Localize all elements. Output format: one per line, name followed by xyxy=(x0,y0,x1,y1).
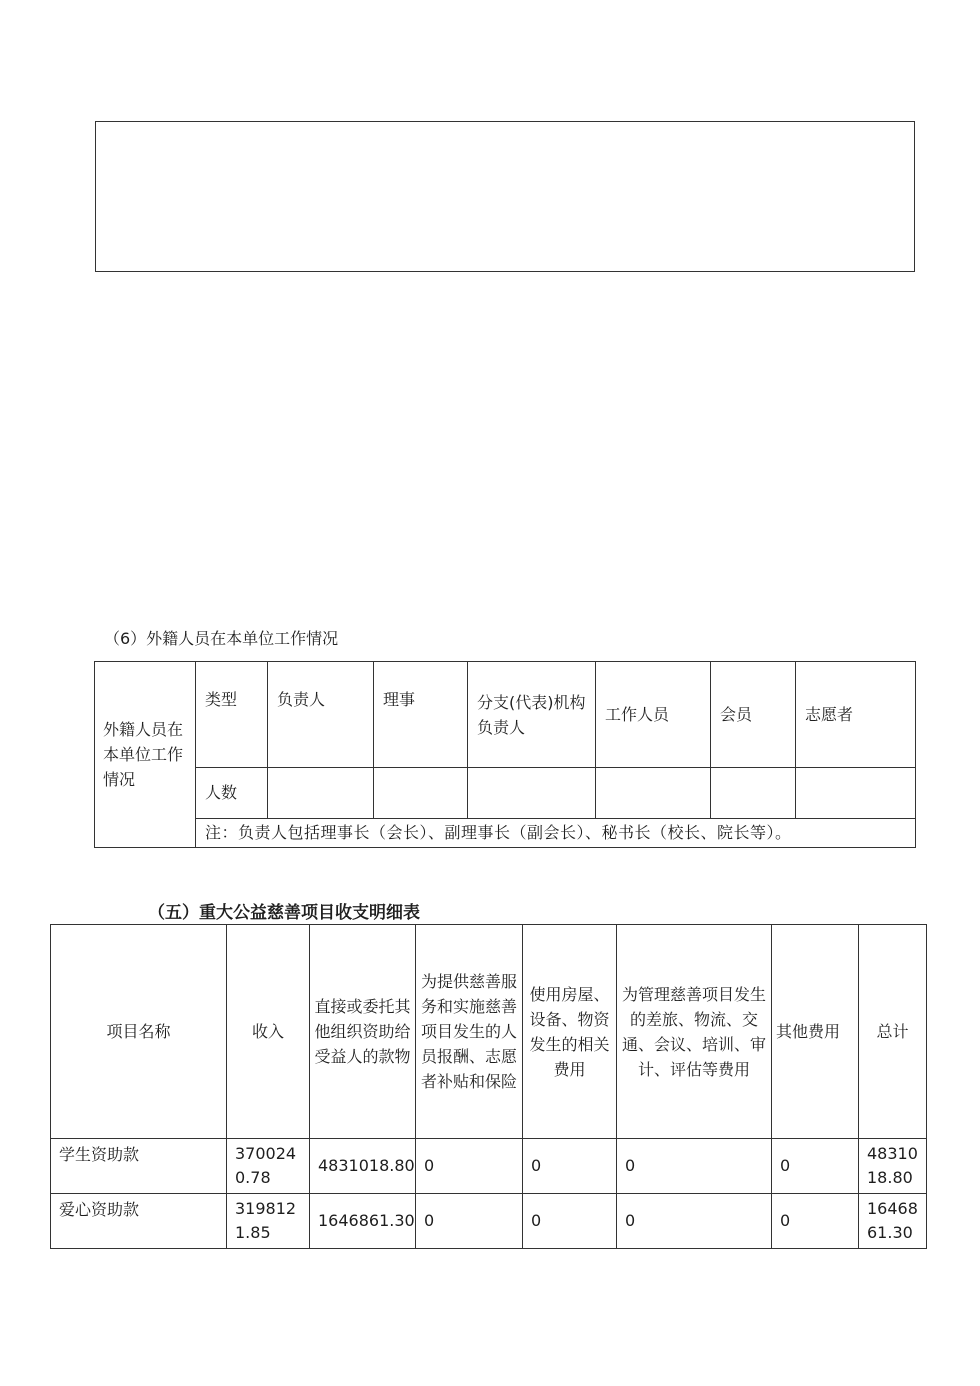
income-cell: 3198121.85 xyxy=(227,1194,310,1249)
table-row xyxy=(95,819,916,848)
table-row xyxy=(95,662,916,768)
count-cell xyxy=(468,768,596,819)
table-row xyxy=(51,1194,927,1249)
foreign-staff-table xyxy=(94,661,916,848)
other-cost-cell: 0 xyxy=(772,1194,859,1249)
note-text: 注：负责人包括理事长（会长）、副理事长（副会长）、秘书长（校长、院长等）。 xyxy=(196,819,916,848)
charity-project-table xyxy=(50,924,927,1249)
other-cost-cell: 0 xyxy=(772,1139,859,1194)
count-cell xyxy=(796,768,916,819)
facility-cost-cell: 0 xyxy=(523,1194,617,1249)
header-cell: 负责人 xyxy=(268,662,374,768)
direct-aid-cell: 1646861.30 xyxy=(310,1194,416,1249)
header-cell: 类型 xyxy=(196,662,268,768)
table-row xyxy=(95,768,916,819)
section-5-caption: （五）重大公益慈善项目收支明细表 xyxy=(148,903,420,923)
header-cell: 为管理慈善项目发生的差旅、物流、交通、会议、培训、审计、评估等费用 xyxy=(617,925,772,1139)
total-cell: 4831018.80 xyxy=(859,1139,927,1194)
section-6-caption: （6）外籍人员在本单位工作情况 xyxy=(104,629,339,648)
management-cost-cell: 0 xyxy=(617,1139,772,1194)
table-row xyxy=(51,925,927,1139)
header-cell: 理事 xyxy=(374,662,468,768)
header-cell: 直接或委托其他组织资助给受益人的款物 xyxy=(310,925,416,1139)
count-label: 人数 xyxy=(196,768,268,819)
personnel-cost-cell: 0 xyxy=(416,1139,523,1194)
personnel-cost-cell: 0 xyxy=(416,1194,523,1249)
header-cell: 工作人员 xyxy=(596,662,711,768)
count-cell xyxy=(268,768,374,819)
count-cell xyxy=(596,768,711,819)
header-cell: 项目名称 xyxy=(51,925,227,1139)
facility-cost-cell: 0 xyxy=(523,1139,617,1194)
empty-text-box xyxy=(95,121,915,272)
project-name: 爱心资助款 xyxy=(51,1194,227,1249)
header-cell: 总计 xyxy=(859,925,927,1139)
row-label: 外籍人员在本单位工作情况 xyxy=(95,662,196,848)
table-row xyxy=(51,1139,927,1194)
income-cell: 3700240.78 xyxy=(227,1139,310,1194)
total-cell: 1646861.30 xyxy=(859,1194,927,1249)
count-cell xyxy=(374,768,468,819)
header-cell: 分支(代表)机构负责人 xyxy=(468,662,596,768)
header-cell: 使用房屋、设备、物资发生的相关费用 xyxy=(523,925,617,1139)
management-cost-cell: 0 xyxy=(617,1194,772,1249)
header-cell: 其他费用 xyxy=(772,925,859,1139)
header-cell: 收入 xyxy=(227,925,310,1139)
header-cell: 为提供慈善服务和实施慈善项目发生的人员报酬、志愿者补贴和保险 xyxy=(416,925,523,1139)
header-cell: 志愿者 xyxy=(796,662,916,768)
project-name: 学生资助款 xyxy=(51,1139,227,1194)
count-cell xyxy=(711,768,796,819)
header-cell: 会员 xyxy=(711,662,796,768)
direct-aid-cell: 4831018.80 xyxy=(310,1139,416,1194)
